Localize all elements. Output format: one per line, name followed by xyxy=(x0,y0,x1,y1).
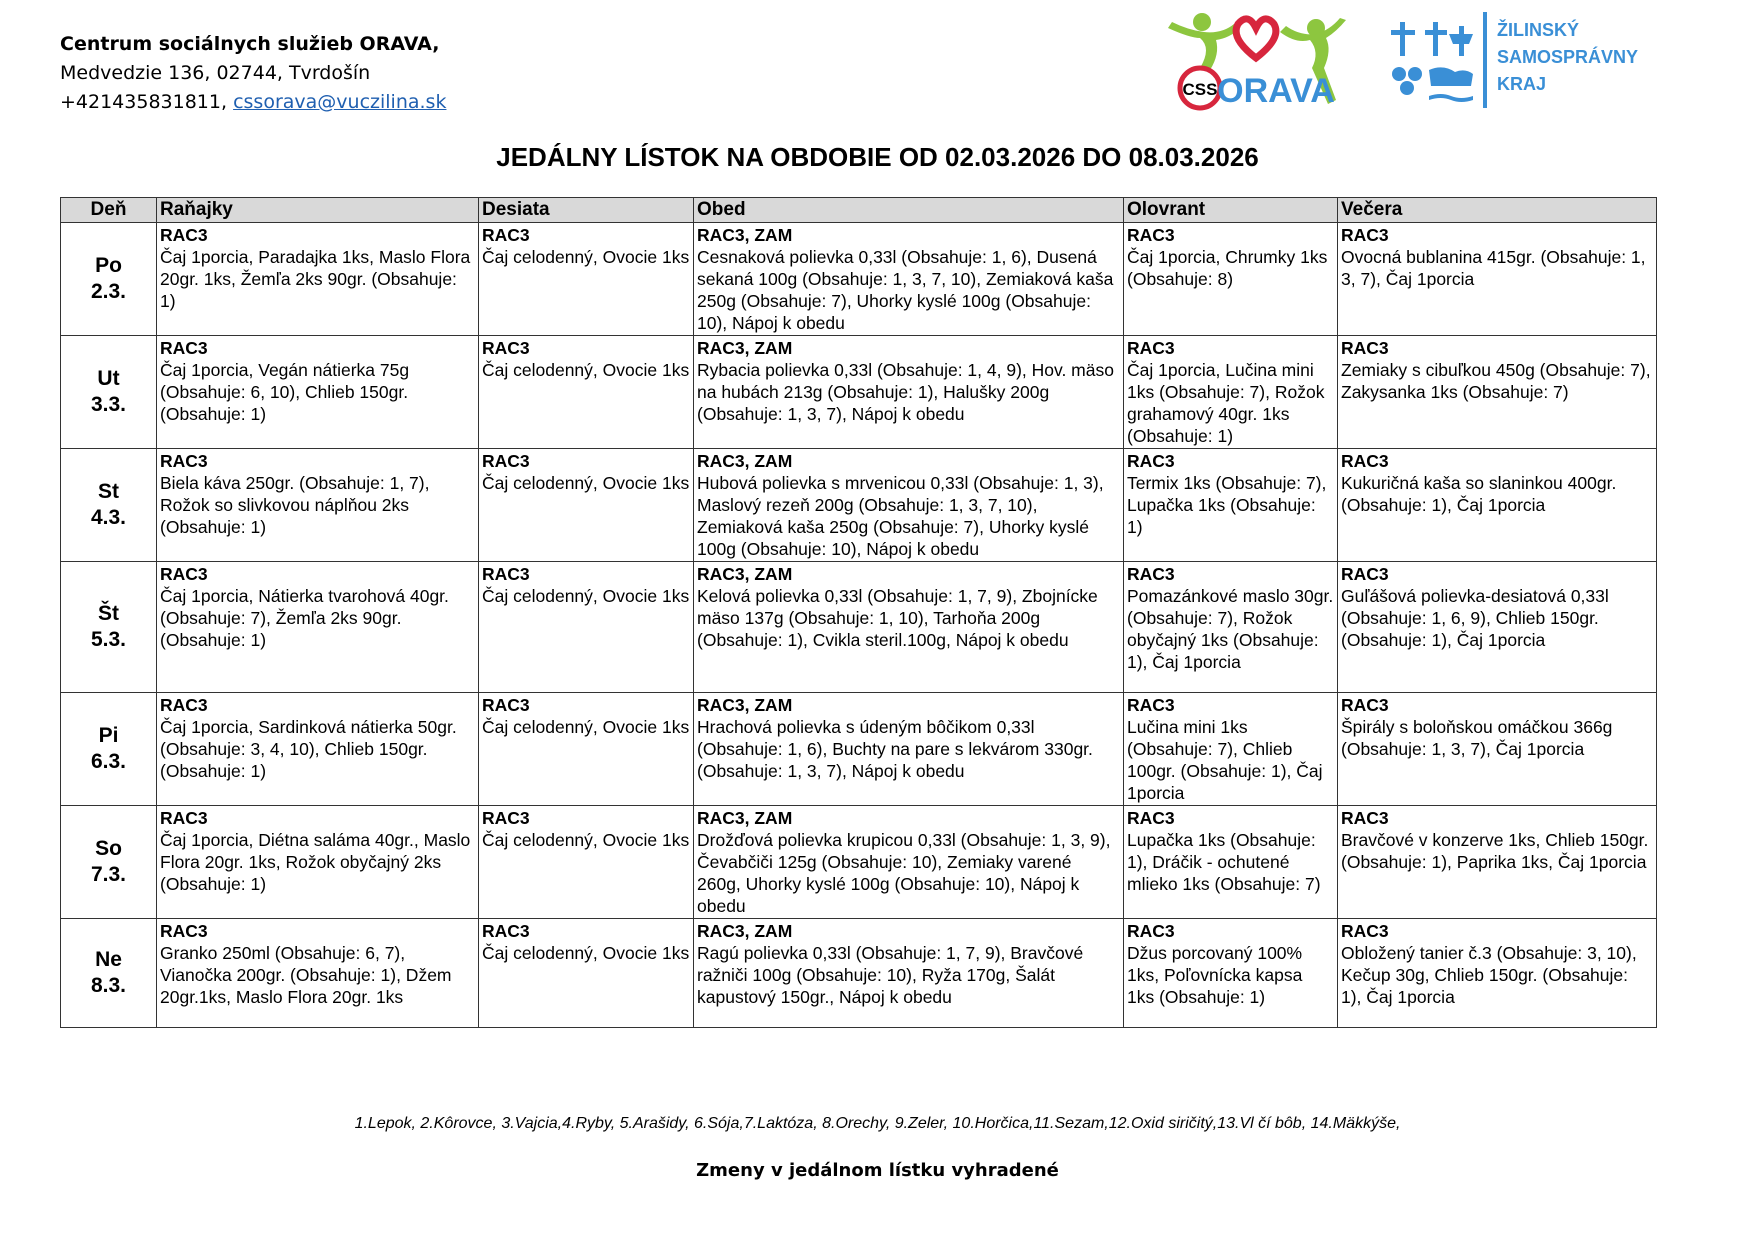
diet-code: RAC3 xyxy=(1127,564,1175,584)
meal-cell-obed xyxy=(694,806,1124,919)
meal-cell-obed xyxy=(694,693,1124,806)
heart-icon xyxy=(1236,19,1276,58)
header-day: Deň xyxy=(61,198,157,223)
meal-text: Drožďová polievka krupicou 0,33l (Obsahuje: 1, 3, 9), Čevabčiči 125g (Obsahuje: 10), Zemiaky varené 260g, Uhorky kyslé 100g (Obsahuje: 10), Nápoj k obedu xyxy=(697,830,1111,916)
meal-text: Čaj celodenný, Ovocie 1ks xyxy=(482,360,690,380)
meal-cell-desiata xyxy=(479,806,694,919)
meal-text: Čaj celodenný, Ovocie 1ks xyxy=(482,943,690,963)
diet-code: RAC3 xyxy=(1341,338,1389,358)
diet-code: RAC3 xyxy=(1127,921,1175,941)
meal-cell-vecera xyxy=(1338,449,1657,562)
meal-cell-ranajky xyxy=(157,449,479,562)
menu-body xyxy=(61,223,1657,1028)
meal-text: Čaj celodenný, Ovocie 1ks xyxy=(482,473,690,493)
zsk-text-line3: KRAJ xyxy=(1497,74,1547,94)
diet-code: RAC3 xyxy=(482,564,530,584)
diet-code: RAC3 xyxy=(1341,695,1389,715)
meal-text: Bravčové v konzerve 1ks, Chlieb 150gr. (Obsahuje: 1), Paprika 1ks, Čaj 1porcia xyxy=(1341,830,1649,872)
css-orava-logo xyxy=(1160,8,1350,118)
meal-cell-olovrant xyxy=(1124,693,1338,806)
diet-code: RAC3 xyxy=(160,921,208,941)
meal-cell-ranajky xyxy=(157,693,479,806)
day-date: 6.3. xyxy=(90,750,127,773)
diet-code: RAC3 xyxy=(1127,695,1175,715)
meal-cell-obed xyxy=(694,919,1124,1028)
meal-cell-desiata xyxy=(479,693,694,806)
meal-text: Cesnaková polievka 0,33l (Obsahuje: 1, 6), Dusená sekaná 100g (Obsahuje: 1, 3, 7, 10), Zemiaková kaša 250g (Obsahuje: 7), Uhorky kyslé 100g (Obsahuje: 10), Nápoj k obedu xyxy=(697,247,1114,333)
meal-cell-olovrant xyxy=(1124,336,1338,449)
meal-cell-obed xyxy=(694,449,1124,562)
meal-text: Čaj 1porcia, Sardinková nátierka 50gr. (Obsahuje: 3, 4, 10), Chlieb 150gr. (Obsahuje: 1) xyxy=(160,717,457,781)
meal-cell-ranajky xyxy=(157,806,479,919)
meal-cell-ranajky xyxy=(157,223,479,336)
day-name: So xyxy=(95,837,122,860)
meal-text: Ragú polievka 0,33l (Obsahuje: 1, 7, 9), Bravčové ražniči 100g (Obsahuje: 10), Ryža 170g, Šalát kapustový 150gr., Nápoj k obedu xyxy=(697,943,1084,1007)
meal-cell-desiata xyxy=(479,919,694,1028)
zsk-divider xyxy=(1483,12,1487,108)
diet-code: RAC3 xyxy=(160,695,208,715)
diet-code: RAC3 xyxy=(482,921,530,941)
day-name: St xyxy=(98,480,119,503)
meal-text: Čaj celodenný, Ovocie 1ks xyxy=(482,717,690,737)
meal-cell-vecera xyxy=(1338,336,1657,449)
zsk-text-line1: ŽILINSKÝ xyxy=(1497,20,1580,40)
diet-code: RAC3 xyxy=(1341,921,1389,941)
meal-text: Lučina mini 1ks (Obsahuje: 7), Chlieb 100gr. (Obsahuje: 1), Čaj 1porcia xyxy=(1127,717,1323,803)
meal-cell-obed xyxy=(694,223,1124,336)
meal-text: Džus porcovaný 100% 1ks, Poľovnícka kapsa 1ks (Obsahuje: 1) xyxy=(1127,943,1303,1007)
meal-cell-olovrant xyxy=(1124,223,1338,336)
diet-code: RAC3 xyxy=(1341,808,1389,828)
diet-code: RAC3 xyxy=(1341,225,1389,245)
zsk-text-line2: SAMOSPRÁVNY xyxy=(1497,47,1639,67)
meal-text: Hubová polievka s mrvenicou 0,33l (Obsahuje: 1, 3), Maslový rezeň 200g (Obsahuje: 1, 3, 7, 10), Zemiaková kaša 250g (Obsahuje: 7), Uhorky kyslé 100g (Obsahuje: 10), Nápoj k obedu xyxy=(697,473,1104,559)
organization-email-link[interactable]: cssorava@vuczilina.sk xyxy=(233,91,447,113)
menu-header-row xyxy=(61,198,1657,223)
table-row xyxy=(61,693,1657,806)
diet-code: RAC3, ZAM xyxy=(697,808,793,828)
meal-text: Termix 1ks (Obsahuje: 7), Lupačka 1ks (Obsahuje: 1) xyxy=(1127,473,1327,537)
day-name: Ne xyxy=(95,948,122,971)
day-cell xyxy=(61,919,157,1028)
diet-code: RAC3 xyxy=(160,564,208,584)
meal-cell-olovrant xyxy=(1124,806,1338,919)
meal-text: Lupačka 1ks (Obsahuje: 1), Dráčik - ochutené mlieko 1ks (Obsahuje: 7) xyxy=(1127,830,1321,894)
meal-cell-desiata xyxy=(479,562,694,693)
diet-code: RAC3, ZAM xyxy=(697,921,793,941)
organization-contact xyxy=(60,88,446,117)
meal-text: Hrachová polievka s údeným bôčikom 0,33l (Obsahuje: 1, 6), Buchty na pare s lekvárom 330gr. (Obsahuje: 1, 3, 7), Nápoj k obedu xyxy=(697,717,1093,781)
day-cell xyxy=(61,449,157,562)
meal-text: Rybacia polievka 0,33l (Obsahuje: 1, 4, 9), Hov. mäso na hubách 213g (Obsahuje: 1), Halušky 200g (Obsahuje: 1, 3, 7), Nápoj k obedu xyxy=(697,360,1114,424)
meal-cell-olovrant xyxy=(1124,449,1338,562)
diet-code: RAC3 xyxy=(1127,225,1175,245)
diet-code: RAC3 xyxy=(1341,451,1389,471)
meal-cell-vecera xyxy=(1338,693,1657,806)
meal-text: Čaj celodenný, Ovocie 1ks xyxy=(482,830,690,850)
meal-text: Granko 250ml (Obsahuje: 6, 7), Vianočka 200gr. (Obsahuje: 1), Džem 20gr.1ks, Maslo Flora 20gr. 1ks xyxy=(160,943,452,1007)
table-row xyxy=(61,562,1657,693)
meal-cell-desiata xyxy=(479,223,694,336)
day-cell xyxy=(61,223,157,336)
header-olovrant: Olovrant xyxy=(1124,198,1338,223)
diet-code: RAC3 xyxy=(160,451,208,471)
diet-code: RAC3, ZAM xyxy=(697,564,793,584)
meal-cell-ranajky xyxy=(157,919,479,1028)
changes-note: Zmeny v jedálnom lístku vyhradené xyxy=(696,1160,1059,1181)
organization-name: Centrum sociálnych služieb ORAVA, xyxy=(60,33,440,55)
css-badge-text: CSS xyxy=(1182,80,1218,99)
table-row xyxy=(61,919,1657,1028)
meal-text: Kelová polievka 0,33l (Obsahuje: 1, 7, 9), Zbojnícke mäso 137g (Obsahuje: 1, 10), Tarhoňa 200g (Obsahuje: 1), Cvikla steril.100g, Nápoj k obedu xyxy=(697,586,1098,650)
diet-code: RAC3 xyxy=(160,338,208,358)
meal-cell-desiata xyxy=(479,449,694,562)
diet-code: RAC3, ZAM xyxy=(697,451,793,471)
table-row xyxy=(61,223,1657,336)
orava-logo-text: ORAVA xyxy=(1217,72,1335,110)
day-date: 8.3. xyxy=(90,974,127,997)
day-cell xyxy=(61,336,157,449)
meal-cell-vecera xyxy=(1338,806,1657,919)
meal-text: Ovocná bublanina 415gr. (Obsahuje: 1, 3, 7), Čaj 1porcia xyxy=(1341,247,1646,289)
diet-code: RAC3 xyxy=(1127,451,1175,471)
table-row xyxy=(61,449,1657,562)
meal-cell-vecera xyxy=(1338,223,1657,336)
header-desiata: Desiata xyxy=(479,198,694,223)
diet-code: RAC3 xyxy=(1127,338,1175,358)
crest-icon xyxy=(1391,22,1473,102)
meal-text: Guľášová polievka-desiatová 0,33l (Obsahuje: 1, 6, 9), Chlieb 150gr. (Obsahuje: 1), Čaj 1porcia xyxy=(1341,586,1609,650)
meal-text: Čaj 1porcia, Chrumky 1ks (Obsahuje: 8) xyxy=(1127,247,1328,289)
diet-code: RAC3, ZAM xyxy=(697,225,793,245)
diet-code: RAC3 xyxy=(482,808,530,828)
day-name: Pi xyxy=(98,724,119,747)
table-row xyxy=(61,806,1657,919)
meal-cell-obed xyxy=(694,336,1124,449)
meal-cell-vecera xyxy=(1338,919,1657,1028)
menu-table xyxy=(60,197,1657,1028)
day-cell xyxy=(61,806,157,919)
meal-text: Čaj 1porcia, Lučina mini 1ks (Obsahuje: 7), Rožok grahamový 40gr. 1ks (Obsahuje: 1) xyxy=(1127,360,1325,446)
diet-code: RAC3 xyxy=(160,808,208,828)
day-name: Po xyxy=(95,254,122,277)
organization-info xyxy=(60,30,446,117)
meal-text: Kukuričná kaša so slaninkou 400gr. (Obsahuje: 1), Čaj 1porcia xyxy=(1341,473,1617,515)
organization-phone: +421435831811, xyxy=(60,91,228,113)
table-row xyxy=(61,336,1657,449)
meal-text: Čaj 1porcia, Paradajka 1ks, Maslo Flora 20gr. 1ks, Žemľa 2ks 90gr. (Obsahuje: 1) xyxy=(160,247,471,311)
zsk-logo xyxy=(1385,8,1645,118)
day-date: 2.3. xyxy=(90,280,127,303)
day-date: 4.3. xyxy=(90,506,127,529)
diet-code: RAC3, ZAM xyxy=(697,695,793,715)
meal-text: Zemiaky s cibuľkou 450g (Obsahuje: 7), Zakysanka 1ks (Obsahuje: 7) xyxy=(1341,360,1651,402)
meal-text: Obložený tanier č.3 (Obsahuje: 3, 10), Kečup 30g, Chlieb 150gr. (Obsahuje: 1), Čaj 1porcia xyxy=(1341,943,1637,1007)
organization-address: Medvedzie 136, 02744, Tvrdošín xyxy=(60,62,371,84)
day-name: Št xyxy=(98,602,119,625)
day-date: 5.3. xyxy=(90,628,127,651)
diet-code: RAC3 xyxy=(482,451,530,471)
day-cell xyxy=(61,562,157,693)
meal-cell-olovrant xyxy=(1124,919,1338,1028)
diet-code: RAC3 xyxy=(482,225,530,245)
diet-code: RAC3 xyxy=(482,695,530,715)
meal-text: Čaj 1porcia, Vegán nátierka 75g (Obsahuje: 6, 10), Chlieb 150gr. (Obsahuje: 1) xyxy=(160,360,410,424)
meal-text: Čaj 1porcia, Diétna saláma 40gr., Maslo Flora 20gr. 1ks, Rožok obyčajný 2ks (Obsahuje: 1) xyxy=(160,830,471,894)
day-date: 7.3. xyxy=(90,863,127,886)
meal-text: Pomazánkové maslo 30gr. (Obsahuje: 7), Rožok obyčajný 1ks (Obsahuje: 1), Čaj 1porcia xyxy=(1127,586,1334,672)
meal-text: Čaj celodenný, Ovocie 1ks xyxy=(482,247,690,267)
meal-cell-ranajky xyxy=(157,562,479,693)
meal-text: Čaj 1porcia, Nátierka tvarohová 40gr. (Obsahuje: 7), Žemľa 2ks 90gr. (Obsahuje: 1) xyxy=(160,586,449,650)
diet-code: RAC3 xyxy=(160,225,208,245)
meal-cell-vecera xyxy=(1338,562,1657,693)
meal-text: Čaj celodenný, Ovocie 1ks xyxy=(482,586,690,606)
diet-code: RAC3 xyxy=(482,338,530,358)
meal-cell-desiata xyxy=(479,336,694,449)
header-vecera: Večera xyxy=(1338,198,1657,223)
diet-code: RAC3 xyxy=(1341,564,1389,584)
allergen-legend: 1.Lepok, 2.Kôrovce, 3.Vajcia,4.Ryby, 5.Arašidy, 6.Sója,7.Laktóza, 8.Orechy, 9.Zeler, 10.Horčica,11.Sezam,12.Oxid siričitý,13.Vl čí bôb, 14.Mäkkýše, xyxy=(354,1115,1401,1132)
meal-cell-obed xyxy=(694,562,1124,693)
header-ranajky: Raňajky xyxy=(157,198,479,223)
meal-cell-ranajky xyxy=(157,336,479,449)
day-cell xyxy=(61,693,157,806)
day-name: Ut xyxy=(97,367,120,390)
meal-text: Špirály s boloňskou omáčkou 366g (Obsahuje: 1, 3, 7), Čaj 1porcia xyxy=(1341,717,1613,759)
diet-code: RAC3, ZAM xyxy=(697,338,793,358)
meal-cell-olovrant xyxy=(1124,562,1338,693)
header-obed: Obed xyxy=(694,198,1124,223)
meal-text: Biela káva 250gr. (Obsahuje: 1, 7), Rožok so slivkovou náplňou 2ks (Obsahuje: 1) xyxy=(160,473,430,537)
diet-code: RAC3 xyxy=(1127,808,1175,828)
day-date: 3.3. xyxy=(90,393,127,416)
page-title: JEDÁLNY LÍSTOK NA OBDOBIE OD 02.03.2026 DO 08.03.2026 xyxy=(496,142,1259,172)
